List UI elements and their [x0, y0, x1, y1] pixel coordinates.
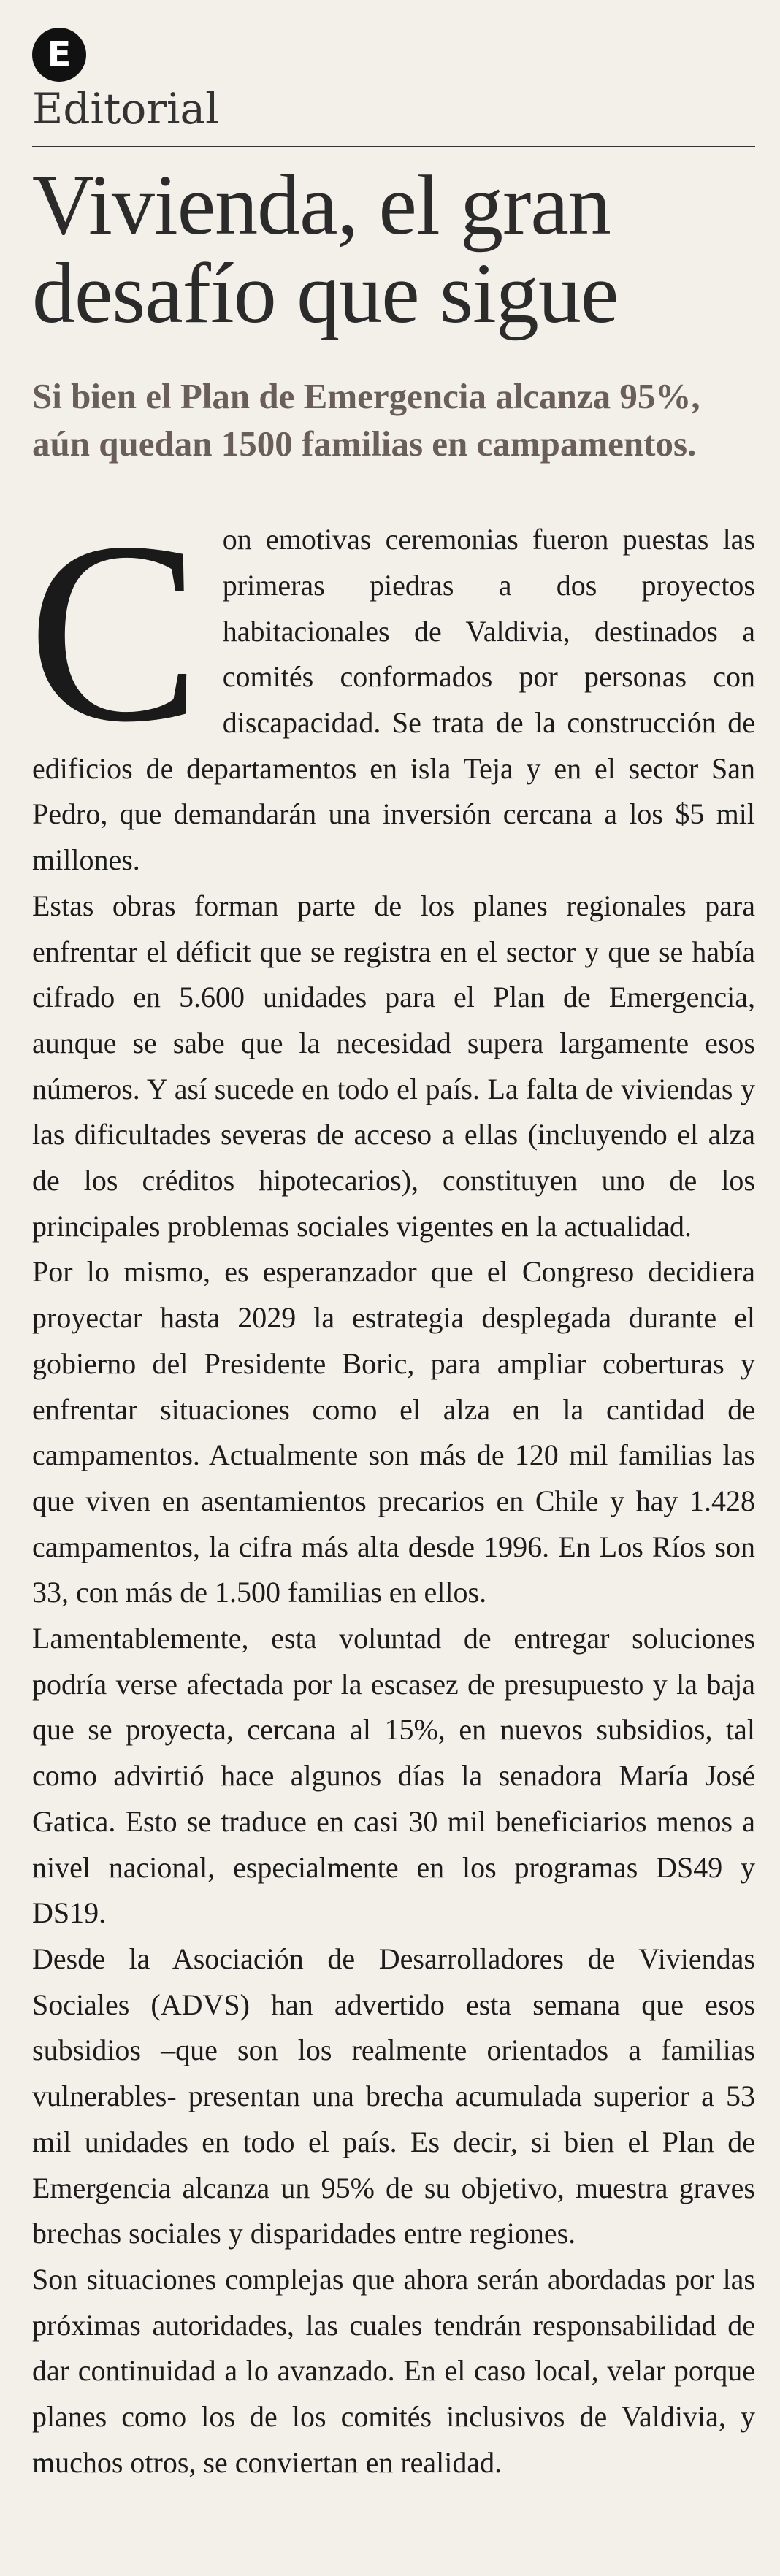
paragraph: Lamentablemente, esta voluntad de entregar soluciones podría verse afectada por la escasez de presupuesto y la baja que se proyecta, cercana al 15%, en nuevos subsidios, tal como advirtió hace algunos días la senadora María José Gatica. Esto se traduce en casi 30 mil beneficiarios menos a nivel nacional, especialmente en los programas DS49 y DS19.: [32, 1622, 755, 1930]
paragraph: on emotivas ceremonias fueron puestas las primeras piedras a dos proyectos habitacionales de Valdivia, destinados a comités conformados por personas con discapacidad. Se trata de la construcción de edificios de departamentos en isla Teja y en el sector San Pedro, que demandarán una inversión cercana a los $5 mil millones.: [32, 523, 755, 877]
masthead: [32, 28, 755, 82]
article-body: [28, 488, 755, 2485]
subheadline: Si bien el Plan de Emergencia alcanza 95%, aún quedan 1500 familias en campamentos.: [32, 375, 700, 464]
drop-cap: C: [28, 488, 201, 776]
section-label: Editorial: [32, 84, 219, 134]
paragraph: Son situaciones complejas que ahora serán abordadas por las próximas autoridades, las cuales tendrán responsabilidad de dar continuidad a lo avanzado. En el caso local, velar porque planes como los de los comités inclusivos de Valdivia, y muchos otros, se conviertan en realidad.: [32, 2262, 755, 2479]
paragraph: Por lo mismo, es esperanzador que el Congreso decidiera proyectar hasta 2029 la estrategia desplegada durante el gobierno del Presidente Boric, para ampliar coberturas y enfrentar situaciones como el alza en la cantidad de campamentos. Actualmente son más de 120 mil familias las que viven en asentamientos precarios en Chile y hay 1.428 campamentos, la cifra más alta desde 1996. En Los Ríos son 33, con más de 1.500 familias en ellos.: [32, 1255, 755, 1609]
section-divider: [32, 146, 755, 147]
headline: Vivienda, el gran desafío que sigue: [32, 156, 619, 342]
badge-letter: E: [47, 34, 72, 75]
paragraph: Estas obras forman parte de los planes regionales para enfrentar el déficit que se registra en el sector y que se había cifrado en 5.600 unidades para el Plan de Emergencia, aunque se sabe que la necesidad supera largamente esos números. Y así sucede en todo el país. La falta de viviendas y las dificultades severas de acceso a ellas (incluyendo el alza de los créditos hipotecarios), constituyen uno de los principales problemas sociales vigentes en la actualidad.: [32, 889, 755, 1243]
paragraph: Desde la Asociación de Desarrolladores de Viviendas Sociales (ADVS) han advertido esta semana que esos subsidios –que son los realmente orientados a familias vulnerables- presentan una brecha acumulada superior a 53 mil unidades en todo el país. Es decir, si bien el Plan de Emergencia alcanza un 95% de su objetivo, muestra graves brechas sociales y disparidades entre regiones.: [32, 1942, 755, 2250]
editorial-logo-badge: [32, 28, 86, 82]
editorial-page: [28, 28, 755, 2485]
